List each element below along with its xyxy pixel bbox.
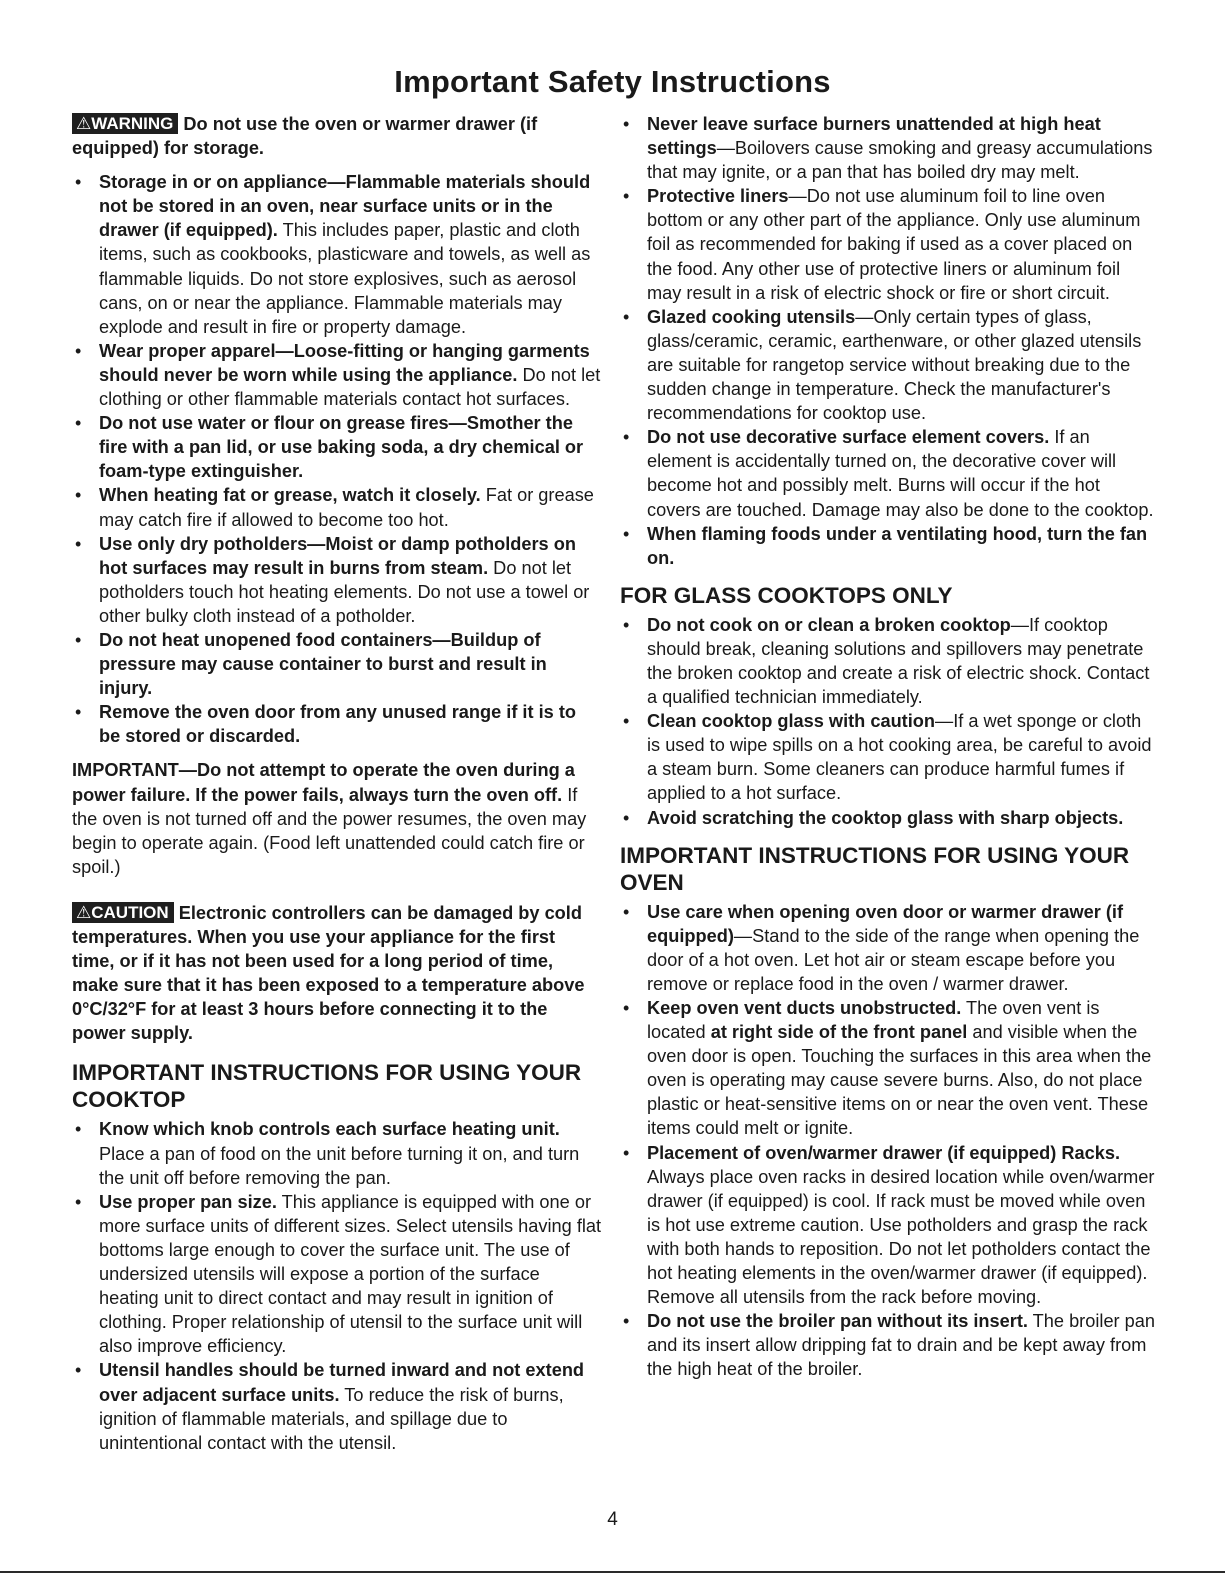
list-item: • Do not use decorative surface element covers. If an element is accidentally turned on, the decorative cover will become hot and possibly melt. Burns will occur if the hot covers are touched. Damage may also be done to the cooktop. — [620, 425, 1155, 521]
list-item: • Do not cook on or clean a broken cooktop—If cooktop should break, cleaning solutions and spillovers may penetrate the broken cooktop and create a risk of electric shock. Contact a qualified technician immediately. — [620, 613, 1155, 709]
list-item: • Protective liners—Do not use aluminum foil to line oven bottom or any other part of the appliance. Only use aluminum foil as recommended for baking if used as a cover placed on the food. Any other use of protective liners or aluminum foil may result in a risk of electric shock or fire or short circuit. — [620, 184, 1155, 304]
oven-heading: IMPORTANT INSTRUCTIONS FOR USING YOUR OVEN — [620, 842, 1130, 895]
page-number: 4 — [607, 1509, 618, 1530]
caution-paragraph — [72, 901, 602, 1046]
list-item: • Remove the oven door from any unused range if it is to be stored or discarded. — [72, 700, 602, 748]
glass-cooktops-heading: FOR GLASS COOKTOPS ONLY — [620, 582, 953, 608]
oven-list — [620, 900, 1155, 1382]
right-column — [620, 112, 1155, 1382]
page-title: Important Safety Instructions — [394, 64, 831, 99]
list-item: • Use proper pan size. This appliance is equipped with one or more surface units of different sizes. Select utensils having flat bottoms large enough to cover the surface unit. The use of undersized utensils will expose a portion of the surface heating unit to direct contact and may result in ignition of clothing. Proper relationship of utensil to the surface unit will also improve efficiency. — [72, 1190, 602, 1359]
list-item: • Placement of oven/warmer drawer (if equipped) Racks. Always place oven racks in desired location while oven/warmer drawer (if equipped) is cool. If rack must be moved while oven is hot use extreme caution. Use potholders and grasp the rack with both hands to reposition. Do not let potholders contact the hot heating elements in the oven/warmer drawer (if equipped). Remove all utensils from the rack before moving. — [620, 1141, 1155, 1310]
important-paragraph: IMPORTANT—Do not attempt to operate the oven during a power failure. If the power fails, always turn the oven off. If the oven is not turned off and the power resumes, the oven may begin to operate again. (Food left unattended could catch fire or spoil.) — [72, 760, 587, 877]
caution-badge: ⚠CAUTION — [72, 902, 174, 923]
cooktop-list — [72, 1117, 602, 1454]
cooktop-heading: IMPORTANT INSTRUCTIONS FOR USING YOUR COOKTOP — [72, 1060, 582, 1113]
warning-paragraph — [72, 112, 602, 160]
bottom-rule — [0, 1571, 1225, 1573]
list-item: • When flaming foods under a ventilating hood, turn the fan on. — [620, 522, 1155, 570]
warning-badge: ⚠WARNING — [72, 113, 178, 134]
list-item: • Never leave surface burners unattended at high heat settings—Boilovers cause smoking and greasy accumulations that may ignite, or a pan that has boiled dry may melt. — [620, 112, 1155, 184]
list-item: • Storage in or on appliance—Flammable materials should not be stored in an oven, near surface units or in the drawer (if equipped). This includes paper, plastic and cloth items, such as cookbooks, plasticware and towels, as well as flammable liquids. Do not store explosives, such as aerosol cans, on or near the appliance. Flammable materials may explode and result in fire or property damage. — [72, 170, 602, 339]
list-item: • Know which knob controls each surface heating unit. Place a pan of food on the unit before turning it on, and turn the unit off before removing the pan. — [72, 1117, 602, 1189]
list-item: • Do not heat unopened food containers—Buildup of pressure may cause container to burst and result in injury. — [72, 628, 602, 700]
list-item: • When heating fat or grease, watch it closely. Fat or grease may catch fire if allowed to become too hot. — [72, 483, 602, 531]
list-item: • Wear proper apparel—Loose-fitting or hanging garments should never be worn while using the appliance. Do not let clothing or other flammable materials contact hot surfaces. — [72, 339, 602, 411]
list-item: • Use only dry potholders—Moist or damp potholders on hot surfaces may result in burns from steam. Do not let potholders touch hot heating elements. Do not use a towel or other bulky cloth instead of a potholder. — [72, 532, 602, 628]
list-item: • Avoid scratching the cooktop glass with sharp objects. — [620, 806, 1155, 830]
storage-list — [72, 170, 602, 748]
list-item: • Glazed cooking utensils—Only certain types of glass, glass/ceramic, ceramic, earthenware, or other glazed utensils are suitable for rangetop service without breaking due to the sudden change in temperature. Check the manufacturer's recommendations for cooktop use. — [620, 305, 1155, 425]
warning-text: Do not use the oven or warmer drawer (if equipped) for storage. — [72, 114, 538, 159]
list-item: • Utensil handles should be turned inward and not extend over adjacent surface units. To reduce the risk of burns, ignition of flammable materials, and spillage due to unintentional contact with the utensil. — [72, 1358, 602, 1454]
list-item: • Keep oven vent ducts unobstructed. The oven vent is located at right side of the front panel and visible when the oven door is open. Touching the surfaces in this area when the oven is operating may cause severe burns. Also, do not place plastic or heat-sensitive items on or near the oven vent. These items could melt or ignite. — [620, 996, 1155, 1141]
glass-list — [620, 613, 1155, 830]
left-column — [72, 112, 602, 1455]
surface-list — [620, 112, 1155, 570]
list-item: • Clean cooktop glass with caution—If a wet sponge or cloth is used to wipe spills on a hot cooking area, be careful to avoid a steam burn. Some cleaners can produce harmful fumes if applied to a hot surface. — [620, 709, 1155, 805]
list-item: • Do not use the broiler pan without its insert. The broiler pan and its insert allow dripping fat to drain and be kept away from the high heat of the broiler. — [620, 1309, 1155, 1381]
caution-text: Electronic controllers can be damaged by cold temperatures. When you use your appliance for the first time, or if it has not been used for a long period of time, make sure that it has been exposed to a temperature above 0°C/32°F for at least 3 hours before connecting it to the power supply. — [72, 902, 585, 1044]
list-item: • Do not use water or flour on grease fires—Smother the fire with a pan lid, or use baking soda, a dry chemical or foam-type extinguisher. — [72, 411, 602, 483]
list-item: • Use care when opening oven door or warmer drawer (if equipped)—Stand to the side of the range when opening the door of a hot oven. Let hot air or steam escape before you remove or replace food in the oven / warmer drawer. — [620, 900, 1155, 996]
